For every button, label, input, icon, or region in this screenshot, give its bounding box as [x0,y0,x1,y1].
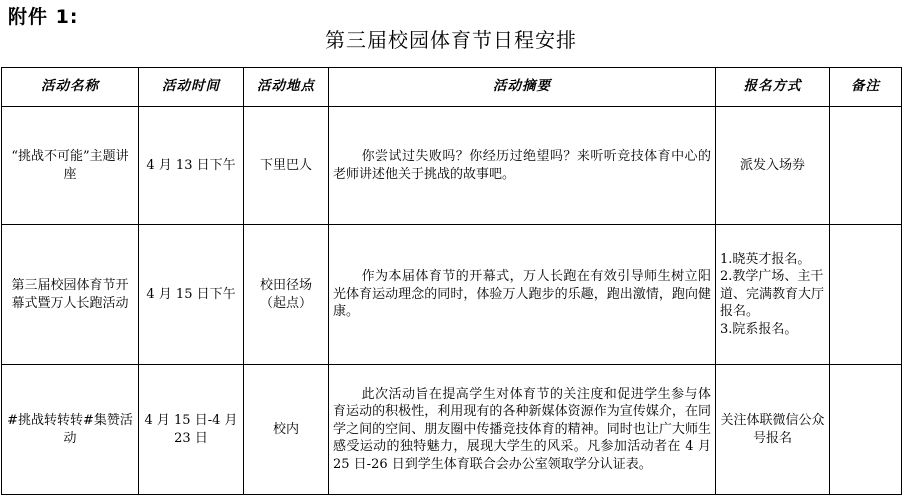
schedule-table [1,67,902,495]
table-row [2,107,902,225]
signup-method-cell: 关注体联微信公众号报名 [716,365,830,495]
activity-summary-cell [329,225,716,365]
table-header-row [2,68,902,107]
note-cell [830,225,902,365]
signup-method-cell: 派发入场券 [716,107,830,225]
signup-option-1: 1.晓英才报名。 [720,251,811,267]
activity-summary-cell [329,107,716,225]
note-cell [830,365,902,495]
activity-name-cell: “挑战不可能”主题讲座 [2,107,139,225]
summary-text: 你尝试过失败吗？你经历过绝望吗？来听听竞技体育中心的老师讲述他关于挑战的故事吧。 [333,149,711,182]
signup-option-2: 2.教学广场、主干道、完满教育大厅报名。 [720,269,825,320]
activity-time-cell: 4 月 15 日-4 月 23 日 [139,365,244,495]
summary-text: 此次活动旨在提高学生对体育节的关注度和促进学生参与体育运动的积极性，利用现有的各种新媒体资源作为宣传媒介，在同学之间的空间、朋友圈中传播竞技体育的精神。同时也让广大师生感受运动的独特魅力，展现大学生的风采。凡参加活动者在 4 月 25 日-26 日到学生体育联合会办公室领取学分认证表。 [333,386,711,472]
table-row [2,365,902,495]
activity-name-cell: 第三届校园体育节开幕式暨万人长跑活动 [2,225,139,365]
activity-time-cell: 4 月 15 日下午 [139,225,244,365]
activity-place-cell: 校内 [244,365,329,495]
note-cell [830,107,902,225]
column-header-place: 活动地点 [244,68,329,107]
activity-time-cell: 4 月 13 日下午 [139,107,244,225]
column-header-name: 活动名称 [2,68,139,107]
column-header-time: 活动时间 [139,68,244,107]
attachment-label: 附件 1: [8,6,79,28]
table-row [2,225,902,365]
signup-method-cell [716,225,830,365]
column-header-summary: 活动摘要 [329,68,716,107]
column-header-note: 备注 [830,68,902,107]
activity-summary-cell [329,365,716,495]
activity-place-cell: 下里巴人 [244,107,329,225]
summary-text: 作为本届体育节的开幕式，万人长跑在有效引导师生树立阳光体育运动理念的同时，体验万人跑步的乐趣，跑出激情，跑向健康。 [333,269,711,320]
column-header-signup: 报名方式 [716,68,830,107]
activity-place-cell: 校田径场（起点） [244,225,329,365]
page-title: 第三届校园体育节日程安排 [325,28,577,52]
signup-option-3: 3.院系报名。 [720,321,798,337]
activity-name-cell: #挑战转转转#集赞活动 [2,365,139,495]
